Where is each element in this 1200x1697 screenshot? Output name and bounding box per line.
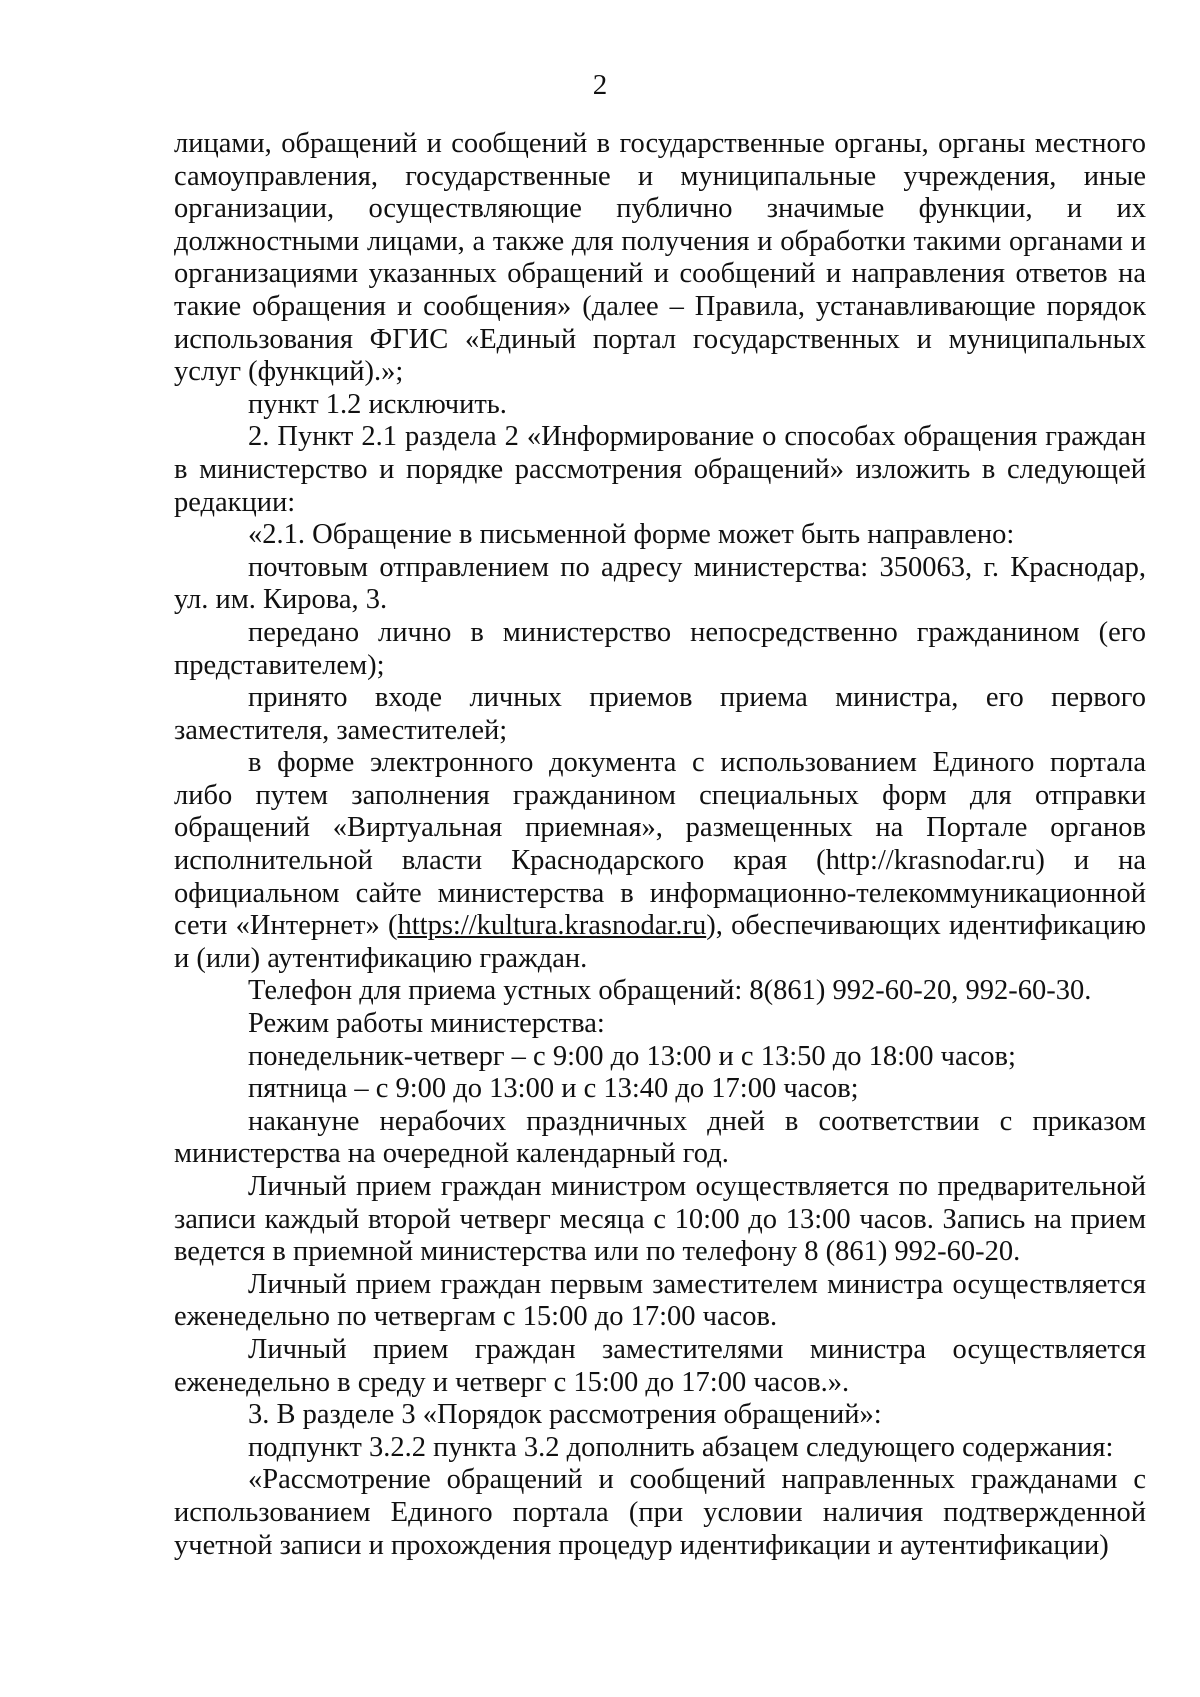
paragraph-electronic-form: [174, 747, 1146, 975]
paragraph: 3. В разделе 3 «Порядок рассмотрения обращений»:: [248, 1399, 882, 1431]
paragraph: Личный прием граждан заместителями министра осуществляется еженедельно в среду и четверг с 15:00 до 17:00 часов.».: [174, 1333, 1146, 1398]
paragraph: пункт 1.2 исключить.: [248, 388, 507, 420]
page-number: 2: [592, 69, 608, 101]
website-link[interactable]: https://kultura.krasnodar.ru: [397, 910, 707, 942]
paragraph: принято входе личных приемов приема министра, его первого заместителя, заместителей;: [174, 682, 1146, 746]
paragraph: Личный прием граждан первым заместителем министра осуществляется еженедельно по четвергам с 15:00 до 17:00 часов.: [174, 1268, 1146, 1333]
document-body: [174, 128, 1146, 1562]
paragraph: передано лично в министерство непосредственно гражданином (его представителем);: [174, 616, 1146, 681]
paragraph: лицами, обращений и сообщений в государственные органы, органы местного самоуправления, государственные и муниципальные учреждения, иные организации, осуществляющие публично значимые функции, и их должностными лицами, а также для получения и обработки такими органами и организациями указанных обращений и сообщений и направления ответов на такие обращения и сообщения» (далее – Правила, устанавливающие порядок использования ФГИС «Единый портал государственных и муниципальных услуг (функций).»;: [174, 128, 1146, 388]
paragraph: понедельник-четверг – с 9:00 до 13:00 и с 13:50 до 18:00 часов;: [248, 1040, 1016, 1072]
paragraph: «2.1. Обращение в письменной форме может быть направлено:: [248, 519, 1015, 551]
paragraph: 2. Пункт 2.1 раздела 2 «Информирование о способах обращения граждан в министерство и порядке рассмотрения обращений» изложить в следующей редакции:: [174, 421, 1146, 518]
paragraph: накануне нерабочих праздничных дней в соответствии с приказом министерства на очередной календарный год.: [174, 1105, 1146, 1170]
paragraph: пятница – с 9:00 до 13:00 и с 13:40 до 17:00 часов;: [248, 1073, 859, 1105]
paragraph: почтовым отправлением по адресу министерства: 350063, г. Краснодар, ул. им. Кирова, 3.: [174, 551, 1146, 616]
paragraph: «Рассмотрение обращений и сообщений направленных гражданами с использованием Единого портала (при условии наличия подтвержденной учетной записи и прохождения процедур идентификации и аутентификации): [174, 1464, 1146, 1561]
paragraph: подпункт 3.2.2 пункта 3.2 дополнить абзацем следующего содержания:: [248, 1431, 1114, 1463]
paragraph: Личный прием граждан министром осуществляется по предварительной записи каждый второй четверг месяца с 10:00 до 13:00 часов. Запись на прием ведется в приемной министерства или по телефону 8 (861) 992-60-20.: [174, 1171, 1146, 1268]
paragraph-text: ), обеспечивающих идентификацию и (или) аутентификацию граждан.: [174, 910, 1146, 974]
paragraph-text: в форме электронного документа с использованием Единого портала либо путем заполнения гражданином специальных форм для отправки обращений «Виртуальная приемная», размещенных на Портале органов исполнительной власти Краснодарского края (http://krasnodar.ru) и на официальном сайте министерства в информационно-телекоммуникационной сети «Интернет» (: [174, 747, 1146, 942]
paragraph: Режим работы министерства:: [248, 1008, 605, 1040]
paragraph: Телефон для приема устных обращений: 8(861) 992-60-20, 992-60-30.: [248, 975, 1092, 1007]
